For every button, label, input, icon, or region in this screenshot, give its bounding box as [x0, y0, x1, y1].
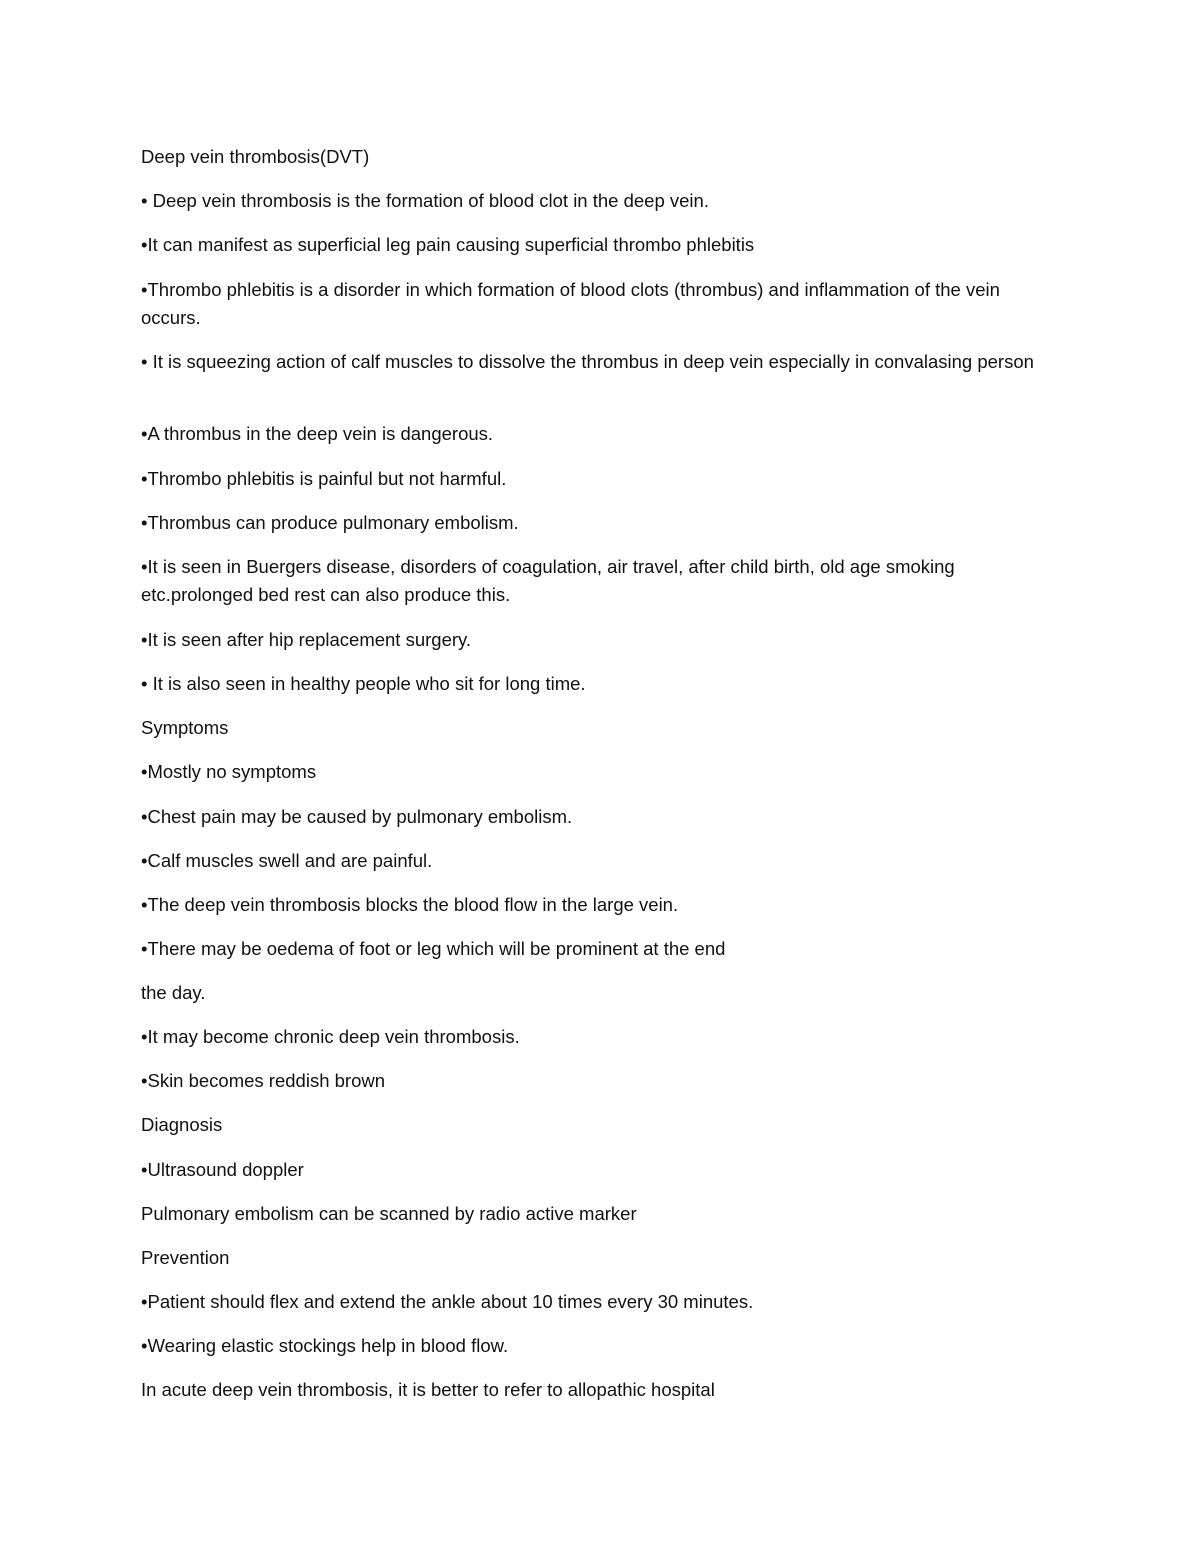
- bullet-line: • It is squeezing action of calf muscles to dissolve the thrombus in deep vein especially in convalasing person: [141, 351, 1034, 372]
- bullet-line: •It can manifest as superficial leg pain causing superficial thrombo phlebitis: [141, 234, 755, 255]
- text-line: In acute deep vein thrombosis, it is better to refer to allopathic hospital: [141, 1379, 715, 1400]
- bullet-line: •Wearing elastic stockings help in blood flow.: [141, 1335, 509, 1356]
- section-heading-symptoms: Symptoms: [141, 717, 229, 738]
- bullet-line: •Mostly no symptoms: [141, 761, 317, 782]
- bullet-line: •The deep vein thrombosis blocks the blood flow in the large vein.: [141, 894, 679, 915]
- bullet-line: •It is seen in Buergers disease, disorders of coagulation, air travel, after child birth, old age smoking etc.prolonged bed rest can also produce this.: [141, 556, 955, 605]
- section-heading-diagnosis: Diagnosis: [141, 1114, 223, 1135]
- bullet-line: •There may be oedema of foot or leg which will be prominent at the end: [141, 938, 726, 959]
- text-line: the day.: [141, 982, 206, 1003]
- bullet-line: •A thrombus in the deep vein is dangerous.: [141, 423, 494, 444]
- bullet-line: •Ultrasound doppler: [141, 1159, 304, 1180]
- bullet-line: •Thrombus can produce pulmonary embolism.: [141, 512, 519, 533]
- text-line: Pulmonary embolism can be scanned by radio active marker: [141, 1203, 637, 1224]
- section-heading-prevention: Prevention: [141, 1247, 230, 1268]
- bullet-line: •It is seen after hip replacement surgery.: [141, 629, 472, 650]
- bullet-line: • It is also seen in healthy people who sit for long time.: [141, 673, 586, 694]
- bullet-line: •Chest pain may be caused by pulmonary embolism.: [141, 806, 573, 827]
- bullet-line: • Deep vein thrombosis is the formation of blood clot in the deep vein.: [141, 190, 709, 211]
- bullet-line: •Patient should flex and extend the ankle about 10 times every 30 minutes.: [141, 1291, 754, 1312]
- bullet-line: •Thrombo phlebitis is painful but not harmful.: [141, 468, 507, 489]
- bullet-line: •Thrombo phlebitis is a disorder in which formation of blood clots (thrombus) and inflammation of the vein occurs.: [141, 279, 1000, 328]
- bullet-line: •Calf muscles swell and are painful.: [141, 850, 433, 871]
- doc-title: Deep vein thrombosis(DVT): [141, 146, 370, 167]
- bullet-line: •It may become chronic deep vein thrombosis.: [141, 1026, 520, 1047]
- bullet-line: •Skin becomes reddish brown: [141, 1070, 386, 1091]
